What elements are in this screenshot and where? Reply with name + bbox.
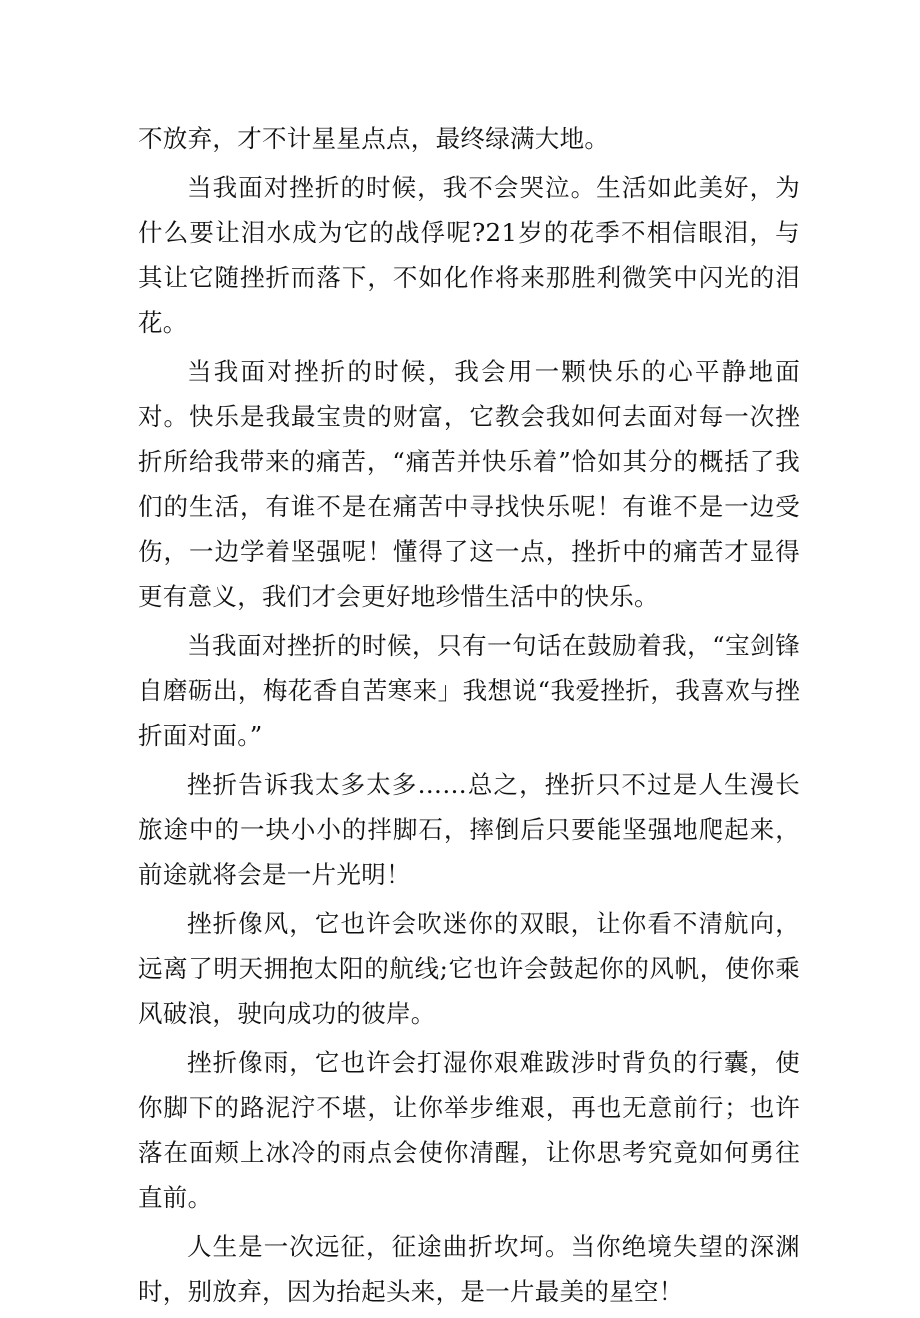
paragraph-setback-wind: 挫折像风，它也许会吹迷你的双眼，让你看不清航向，远离了明天拥抱太阳的航线;它也许会鼓起你的风帆，使你乘风破浪，驶向成功的彼岸。 (138, 909, 800, 1028)
paragraph-setback-rain: 挫折像雨，它也许会打湿你艰难跋涉时背负的行囊，使你脚下的路泥泞不堪，让你举步维艰，再也无意前行；也许落在面颊上冰冷的雨点会使你清醒，让你思考究竟如何勇往直前。 (138, 1048, 800, 1212)
paragraph-encouraging-quote: 当我面对挫折的时候，只有一句话在鼓励着我，“宝剑锋自磨砺出，梅花香自苦寒来」我想说“我爱挫折，我喜欢与挫折面对面。” (138, 631, 800, 750)
paragraph-happy-heart: 当我面对挫折的时候，我会用一颗快乐的心平静地面对。快乐是我最宝贵的财富，它教会我如何去面对每一次挫折所给我带来的痛苦，“痛苦并快乐着”恰如其分的概括了我们的生活，有谁不是在痛苦中寻找快乐呢！有谁不是一边受伤，一边学着坚强呢！懂得了这一点，挫折中的痛苦才显得更有意义，我们才会更好地珍惜生活中的快乐。 (138, 357, 800, 611)
paragraph-no-crying: 当我面对挫折的时候，我不会哭泣。生活如此美好，为什么要让泪水成为它的战俘呢?21岁的花季不相信眼泪，与其让它随挫折而落下，不如化作将来那胜利微笑中闪光的泪花。 (138, 173, 800, 337)
paragraph-continuation: 不放弃，才不计星星点点，最终绿满大地。 (138, 124, 610, 153)
paragraph-starry-sky: 人生是一次远征，征途曲折坎坷。当你绝境失望的深渊时，别放弃，因为抬起头来，是一片最美的星空！ (138, 1232, 800, 1306)
paragraph-stumbling-stone: 挫折告诉我太多太多……总之，挫折只不过是人生漫长旅途中的一块小小的拌脚石，摔倒后只要能坚强地爬起来，前途就将会是一片光明！ (138, 770, 800, 889)
document-page (138, 116, 800, 1318)
